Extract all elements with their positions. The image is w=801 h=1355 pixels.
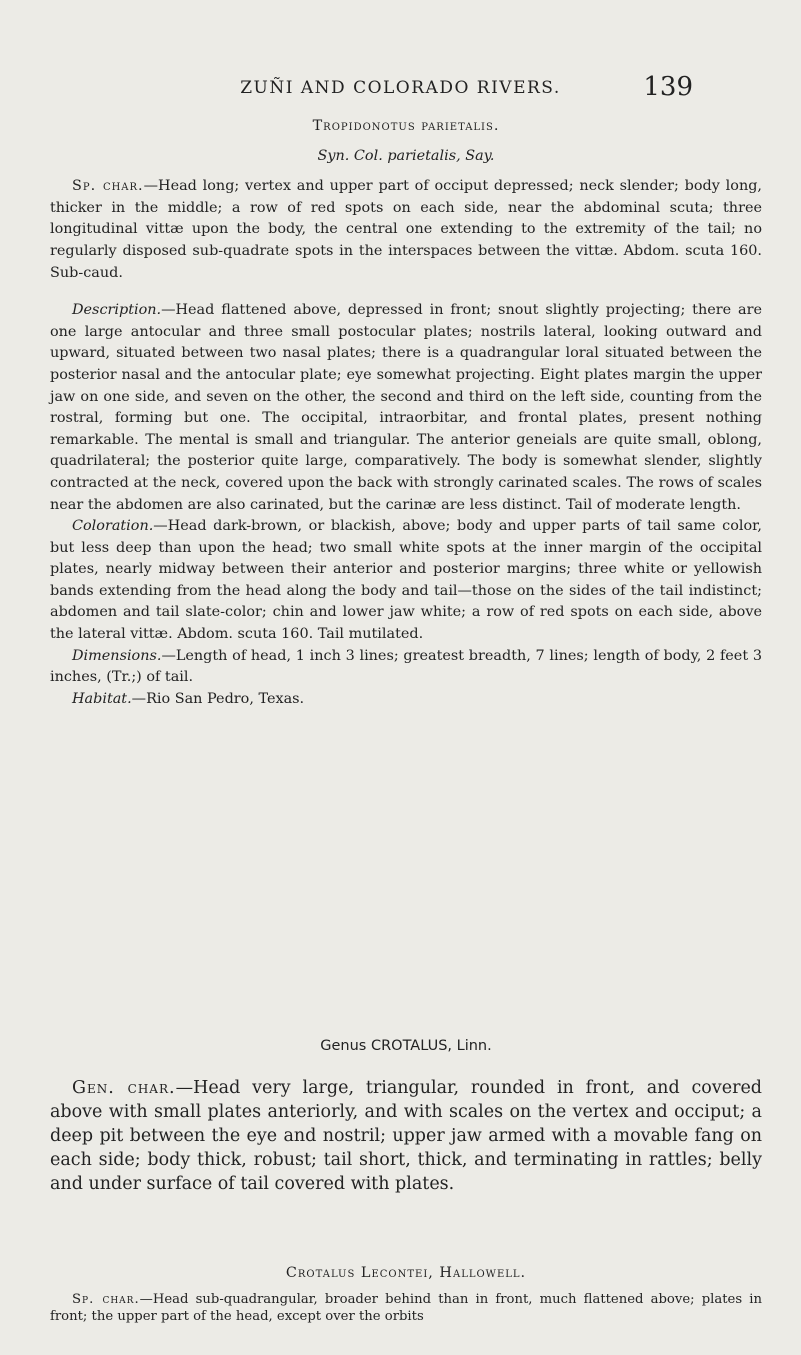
habitat-paragraph — [50, 689, 762, 711]
coloration-paragraph — [50, 516, 762, 646]
gen-char-label: Gen. char. — [72, 1077, 176, 1098]
crotalus-genus-section — [50, 1036, 762, 1196]
dimensions-paragraph — [50, 646, 762, 689]
description-paragraph — [50, 300, 762, 516]
crotalus-sp-char-text: —Head sub-quadrangular, broader behind than in front, much flattened above; plates in front; the upper part of the head, except over the orbits — [50, 1291, 762, 1324]
species-title-crotalus: Crotalus Lecontei, Hallowell. — [285, 1265, 527, 1281]
habitat-text: —Rio San Pedro, Texas. — [131, 690, 305, 707]
crotalus-specific-character-paragraph — [50, 1291, 762, 1325]
crotalus-sp-char-label: Sp. char. — [72, 1291, 140, 1307]
running-title: ZUÑI AND COLORADO RIVERS. — [240, 78, 561, 98]
dimensions-label: Dimensions. — [72, 647, 162, 664]
synonym-line: Syn. Col. parietalis, Say. — [317, 147, 495, 164]
dimensions-text: —Length of head, 1 inch 3 lines; greatest breadth, 7 lines; length of body, 2 feet 3 inches, (Tr.;) of tail. — [50, 647, 762, 686]
crotalus-lecontei-section — [50, 1263, 762, 1325]
gen-char-text: —Head very large, triangular, rounded in front, and covered above with small plates anteriorly, and with scales on the vertex and occiput; a deep pit between the eye and nostril; upper jaw armed with a movable fang on each side; body thick, robust; tail short, thick, and terminating in rattles; belly and under surface of tail covered with plates. — [50, 1077, 763, 1194]
coloration-text: —Head dark-brown, or blackish, above; body and upper parts of tail same color, but less deep than upon the head; two small white spots at the inner margin of the occipital plates, nearly midway between their anterior and posterior margins; three white or yellowish bands extending from the head along the body and tail—those on the sides of the tail indistinct; abdomen and tail slate-color; chin and lower jaw white; a row of red spots on each side, above the lateral vittæ. Abdom. scuta 160. Tail mutilated. — [50, 518, 762, 643]
species-title: Tropidonotus parietalis. — [312, 118, 500, 134]
coloration-label: Coloration. — [72, 518, 154, 535]
generic-character-paragraph — [50, 1076, 762, 1196]
tropidonotus-section — [50, 116, 762, 710]
genus-title: Genus CROTALUS, Linn. — [320, 1038, 492, 1054]
specific-character-paragraph — [50, 176, 762, 284]
sp-char-label: Sp. char. — [72, 178, 144, 195]
page-number: 139 — [643, 72, 693, 102]
description-text: —Head flattened above, depressed in front; snout slightly projecting; there are one large antocular and three small postocular plates; nostrils lateral, looking outward and upward, situated between two nasal plates; there is a quadrangular loral situated between the posterior nasal and the antocular plate; eye somewhat projecting. Eight plates margin the upper jaw on one side, and seven on the other, the second and third on the left side, counting from the rostral, forming but one. The occipital, intraorbitar, and frontal plates, present nothing remarkable. The mental is small and triangular. The anterior geneials are quite small, oblong, quadrilateral; the posterior quite large, comparatively. The body is somewhat slender, slightly contracted at the neck, covered upon the back with strongly carinated scales. The rows of scales near the abdomen are also carinated, but the carinæ are less distinct. Tail of moderate length. — [50, 302, 762, 513]
running-head — [0, 72, 801, 102]
sp-char-text: —Head long; vertex and upper part of occiput depressed; neck slender; body long, thicker in the middle; a row of red spots on each side, near the abdominal scuta; three longitudinal vittæ upon the body, the central one extending to the extremity of the tail; no regularly disposed sub-quadrate spots in the interspaces between the vittæ. Abdom. scuta 160. Sub-caud. — [50, 178, 762, 281]
habitat-label: Habitat. — [72, 690, 132, 707]
description-label: Description. — [72, 302, 162, 319]
